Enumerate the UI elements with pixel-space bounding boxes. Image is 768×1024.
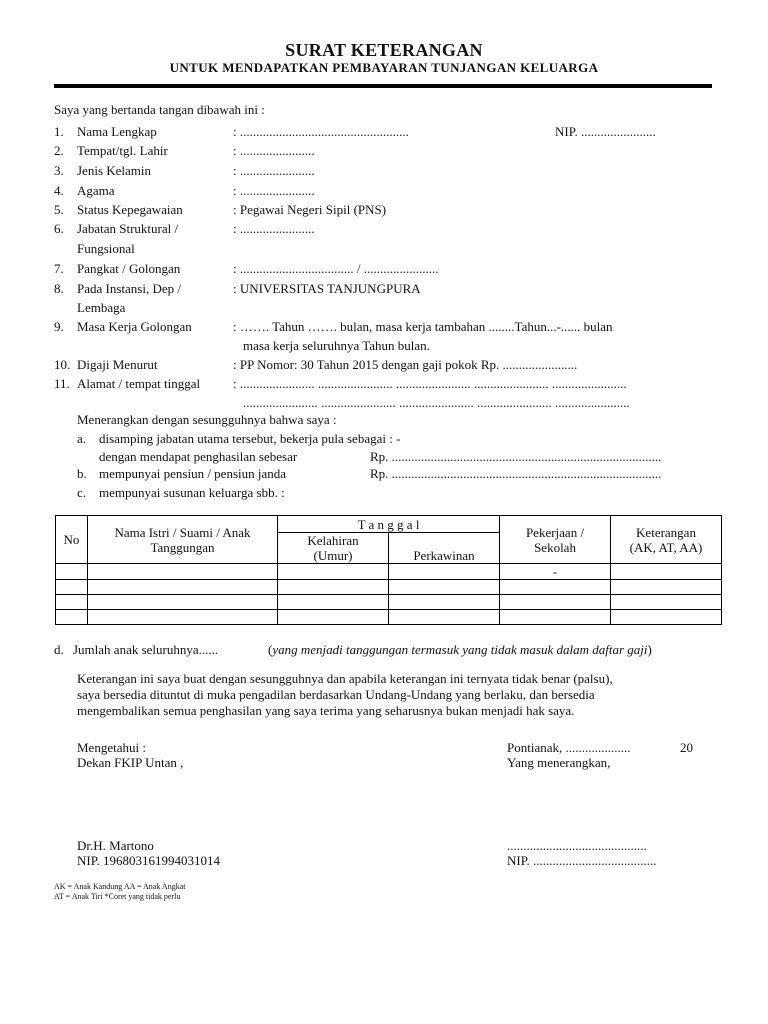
field-4-value: : ....................... (233, 183, 315, 198)
field-8-label-cont: Lembaga (77, 300, 126, 315)
table-cell (88, 564, 278, 580)
field-2-value: : ....................... (233, 143, 315, 158)
title-underline (54, 84, 712, 88)
sign-right-name: ........................................... (507, 838, 647, 853)
item-d-text: Jumlah anak seluruhnya...... (73, 642, 219, 657)
table-cell (56, 610, 88, 625)
col-header-perkawinan: Perkawinan (389, 533, 500, 564)
col-header-pekerjaan-line2: Sekolah (534, 539, 576, 555)
sign-right-year: 20 (680, 740, 693, 755)
table-cell (611, 595, 722, 610)
field-11-value: : ....................... ....................... ....................... ....................... ....................... (233, 376, 627, 391)
col-header-name (88, 516, 278, 564)
table-cell: - (500, 564, 611, 580)
col-header-kelahiran-line2: (Umur) (313, 548, 353, 563)
field-2-label: Tempat/tgl. Lahir (77, 143, 168, 158)
col-header-name-line1: Nama Istri / Suami / Anak (114, 524, 251, 540)
statement-heading: Menerangkan dengan sesungguhnya bahwa saya : (77, 412, 337, 427)
field-10-label: Digaji Menurut (77, 357, 158, 372)
table-cell (500, 595, 611, 610)
sign-left-heading: Mengetahui : (77, 740, 146, 755)
table-cell (500, 580, 611, 595)
table-cell (278, 610, 389, 625)
col-header-keterangan-line1: Keterangan (636, 524, 696, 540)
table-cell (278, 564, 389, 580)
statement-b-amount: Rp. ................................................................................... (370, 466, 662, 481)
field-2-number: 2. (54, 143, 64, 158)
col-header-pekerjaan-line1: Pekerjaan / (525, 524, 585, 540)
statement-a-text-cont: dengan mendapat penghasilan sebesar (99, 449, 298, 464)
declaration-line-3: mengembalikan semua penghasilan yang saya terima yang seharusnya bukan menjadi hak saya. (77, 703, 575, 718)
field-6-number: 6. (54, 221, 64, 236)
table-cell (389, 610, 500, 625)
col-header-kelahiran-line1: Kelahiran (307, 533, 359, 548)
table-row (56, 580, 722, 595)
sign-left-role: Dekan FKIP Untan , (77, 755, 184, 770)
field-11-label: Alamat / tempat tinggal (77, 376, 201, 391)
legend-line-1: AK = Anak Kandung AA = Anak Angkat (54, 882, 186, 891)
field-11-value-cont: ....................... ....................... ....................... ....................... ....................... (243, 395, 630, 410)
sign-left-nip: NIP. 196803161994031014 (77, 853, 221, 868)
statement-c-text: mempunyai susunan keluarga sbb. : (99, 485, 285, 500)
field-6-value: : ....................... (233, 221, 315, 236)
table-row (56, 595, 722, 610)
field-9-number: 9. (54, 319, 64, 334)
col-header-keterangan (611, 516, 722, 564)
field-1-value: : .................................................... (233, 124, 409, 139)
field-11-number: 11. (54, 376, 70, 391)
sign-right-place-date: Pontianak, .................... (507, 740, 631, 755)
col-header-keterangan-line2: (AK, AT, AA) (629, 539, 703, 555)
item-d-note-close: ) (647, 642, 652, 657)
page-title: SURAT KETERANGAN (285, 40, 483, 60)
family-table (55, 515, 722, 625)
declaration-line-1: Keterangan ini saya buat dengan sesungguhnya dan apabila keterangan ini ternyata tidak benar (palsu), (77, 671, 613, 686)
statement-a-text: disamping jabatan utama tersebut, bekerja pula sebagai : - (99, 431, 401, 446)
field-7-number: 7. (54, 261, 64, 276)
table-cell (389, 580, 500, 595)
field-7-label: Pangkat / Golongan (77, 261, 181, 276)
table-cell (56, 580, 88, 595)
field-3-number: 3. (54, 163, 64, 178)
item-d-note (268, 641, 652, 658)
sign-right-nip: NIP. ...................................... (507, 853, 657, 868)
field-4-label: Agama (77, 183, 115, 198)
field-5-label: Status Kepegawaian (77, 202, 183, 217)
statement-b-text: mempunyai pensiun / pensiun janda (99, 466, 287, 481)
field-8-value: : UNIVERSITAS TANJUNGPURA (233, 281, 421, 296)
table-row (56, 610, 722, 625)
table-cell (88, 580, 278, 595)
declaration-line-2: saya bersedia dituntut di muka pengadilan berdasarkan Undang-Undang yang berlaku, dan bersedia (77, 687, 595, 702)
field-3-value: : ....................... (233, 163, 315, 178)
statement-b-label: b. (77, 466, 87, 481)
field-1-label: Nama Lengkap (77, 124, 157, 139)
field-4-number: 4. (54, 183, 64, 198)
field-9-value: : ……. Tahun ……. bulan, masa kerja tambahan ........Tahun...-...... bulan (233, 319, 613, 334)
table-cell (88, 595, 278, 610)
field-8-label: Pada Instansi, Dep / (77, 281, 181, 296)
col-header-kelahiran (278, 533, 389, 564)
intro-text: Saya yang bertanda tangan dibawah ini : (54, 102, 265, 117)
table-cell (611, 564, 722, 580)
field-9-value-cont: masa kerja seluruhnya Tahun bulan. (243, 338, 430, 353)
field-7-value: : ................................... / ....................... (233, 261, 439, 276)
col-header-no: No (56, 516, 88, 564)
field-5-value: : Pegawai Negeri Sipil (PNS) (233, 202, 387, 217)
field-9-label: Masa Kerja Golongan (77, 319, 192, 334)
sign-left-name: Dr.H. Martono (77, 838, 154, 853)
sign-right-role: Yang menerangkan, (507, 755, 611, 770)
field-10-number: 10. (54, 357, 71, 372)
field-3-label: Jenis Kelamin (77, 163, 152, 178)
table-cell (56, 595, 88, 610)
item-d-label: d. (54, 642, 64, 657)
table-cell (389, 595, 500, 610)
field-8-number: 8. (54, 281, 64, 296)
col-header-tanggal: T a n g g a l (278, 516, 500, 533)
table-cell (611, 610, 722, 625)
table-cell (88, 610, 278, 625)
table-cell (389, 564, 500, 580)
statement-c-label: c. (77, 485, 87, 500)
field-1-nip: NIP. ....................... (555, 124, 656, 139)
statement-a-label: a. (77, 431, 87, 446)
page-subtitle: UNTUK MENDAPATKAN PEMBAYARAN TUNJANGAN KELUARGA (169, 60, 599, 75)
table-cell (278, 595, 389, 610)
field-10-value: : PP Nomor: 30 Tahun 2015 dengan gaji pokok Rp. ....................... (233, 357, 578, 372)
col-header-name-line2: Tanggungan (150, 539, 215, 555)
legend-line-2: AT = Anak Tiri *Coret yang tidak perlu (54, 892, 181, 901)
statement-a-amount: Rp. ................................................................................... (370, 449, 662, 464)
table-cell (278, 580, 389, 595)
field-6-label-cont: Fungsional (77, 241, 135, 256)
col-header-pekerjaan (500, 516, 611, 564)
table-cell (611, 580, 722, 595)
table-cell (56, 564, 88, 580)
table-row (56, 564, 722, 580)
table-cell (500, 610, 611, 625)
field-5-number: 5. (54, 202, 64, 217)
item-d-note-text: yang menjadi tanggungan termasuk yang tidak masuk dalam daftar gaji (272, 642, 648, 657)
field-1-number: 1. (54, 124, 64, 139)
field-6-label: Jabatan Struktural / (77, 221, 179, 236)
item-d-note-open: ( (268, 642, 273, 657)
